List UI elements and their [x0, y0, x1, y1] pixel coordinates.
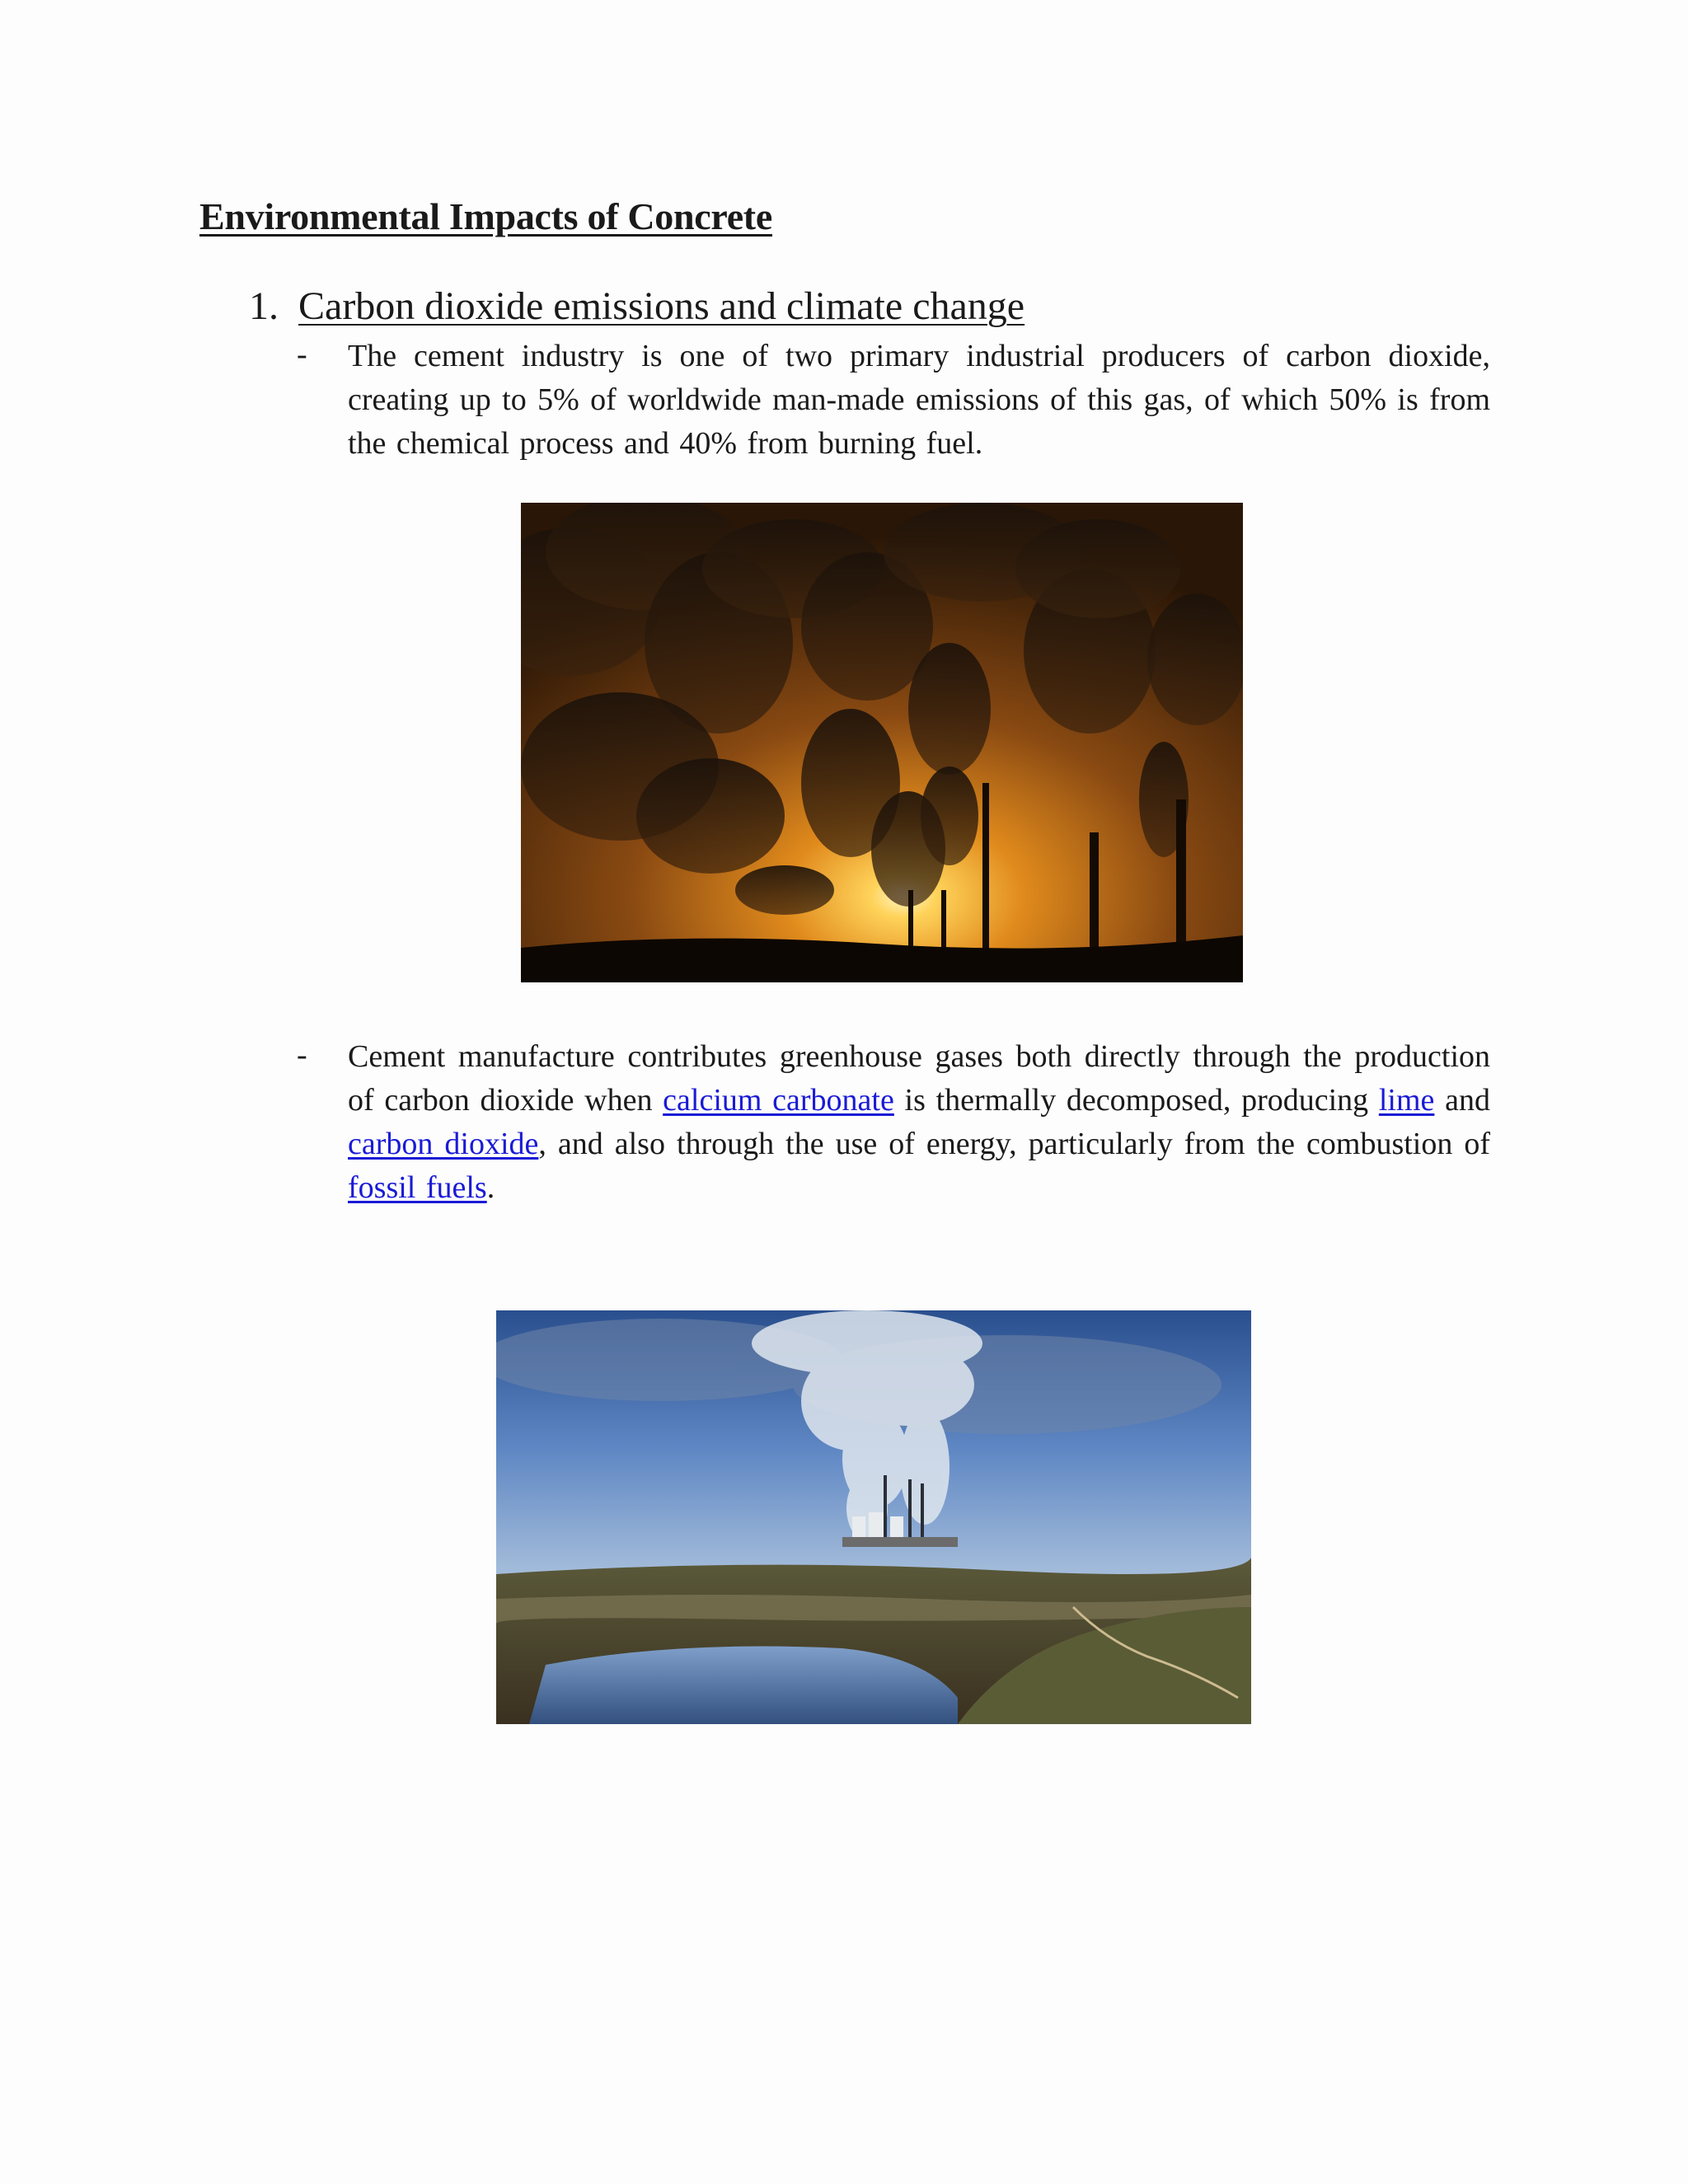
- fossil-fuels-link[interactable]: fossil fuels: [348, 1170, 487, 1205]
- power-plant-landscape-photo: [496, 1310, 1251, 1724]
- paragraph-text: and: [1434, 1083, 1490, 1118]
- lime-link[interactable]: lime: [1378, 1083, 1435, 1118]
- page-title: Environmental Impacts of Concrete: [199, 195, 772, 237]
- bullet-paragraph: The cement industry is one of two primary industrial producers of carbon dioxide, creating up to 5% of worldwide man-made emissions of this gas, of which 50% is from the chemical process and 40% from burning fuel.: [348, 339, 1490, 461]
- paragraph-text: , and also through the use of energy, particularly from the combustion of: [538, 1127, 1490, 1161]
- carbon-dioxide-link[interactable]: carbon dioxide: [348, 1127, 539, 1161]
- bullet-dash: -: [297, 1038, 307, 1072]
- paragraph-text: is thermally decomposed, producing: [893, 1083, 1379, 1118]
- smokestacks-sunset-photo: [521, 503, 1243, 982]
- section-number: 1.: [249, 284, 279, 328]
- paragraph-text: .: [486, 1170, 495, 1205]
- bullet-paragraph: [348, 1035, 1490, 1210]
- paragraph-text: Cement manufacture contributes greenhouse gases both directly through the production of carbon dioxide when: [348, 1039, 1490, 1118]
- calcium-carbonate-link[interactable]: calcium carbonate: [663, 1083, 894, 1118]
- section-heading: Carbon dioxide emissions and climate change: [298, 284, 1025, 328]
- bullet-dash: -: [297, 337, 307, 372]
